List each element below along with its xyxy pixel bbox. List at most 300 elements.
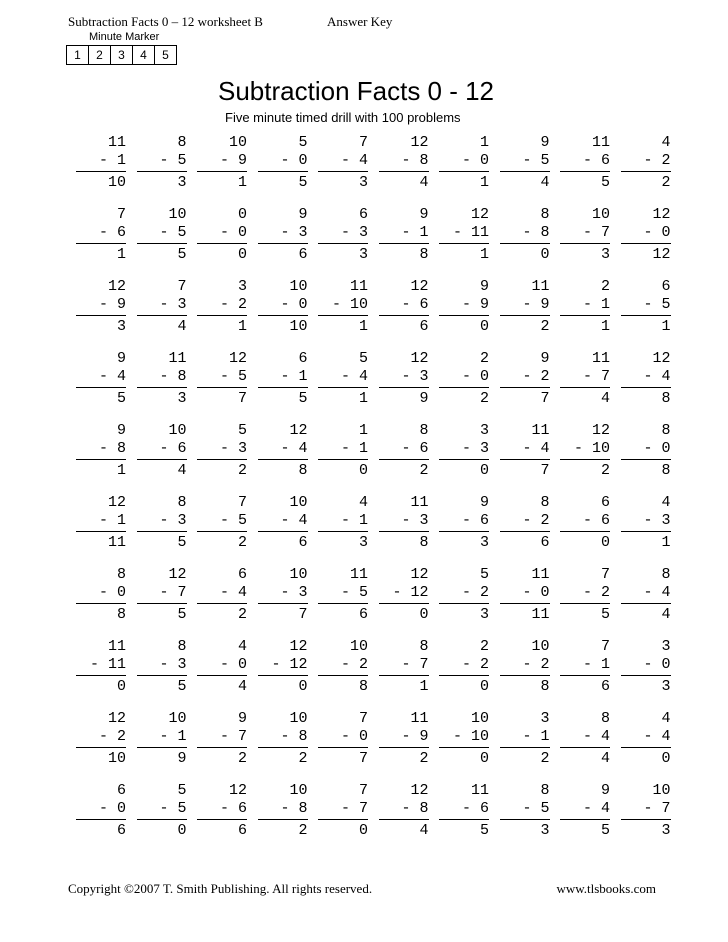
- subtrahend: - 1: [98, 152, 126, 169]
- problem: [486, 134, 550, 194]
- subtrahend: - 0: [643, 440, 671, 457]
- subtrahend: - 2: [522, 368, 550, 385]
- answer-rule: [197, 747, 247, 748]
- problem: [62, 566, 126, 626]
- problem: [123, 710, 187, 770]
- problem: [486, 494, 550, 554]
- answer-rule: [560, 819, 610, 820]
- minuend: 10: [289, 278, 308, 295]
- subtrahend: - 6: [582, 512, 610, 529]
- difference: 0: [419, 606, 429, 623]
- subtrahend: - 9: [98, 296, 126, 313]
- minuend: 3: [661, 638, 671, 655]
- answer-rule: [137, 387, 187, 388]
- problem: [183, 206, 247, 266]
- answer-rule: [258, 603, 308, 604]
- answer-rule: [560, 747, 610, 748]
- subtrahend: - 8: [401, 800, 429, 817]
- answer-rule: [621, 747, 671, 748]
- problem: [183, 278, 247, 338]
- problem: [607, 638, 671, 698]
- difference: 0: [116, 678, 126, 695]
- answer-rule: [500, 531, 550, 532]
- subtrahend: - 12: [271, 656, 308, 673]
- minuend: 2: [479, 350, 489, 367]
- difference: 2: [419, 462, 429, 479]
- subtrahend: - 1: [582, 296, 610, 313]
- problem: [304, 782, 368, 842]
- minuend: 10: [349, 638, 368, 655]
- minuend: 10: [289, 710, 308, 727]
- subtrahend: - 0: [340, 728, 368, 745]
- subtrahend: - 8: [98, 440, 126, 457]
- problem: [365, 134, 429, 194]
- subtrahend: - 0: [98, 800, 126, 817]
- minuend: 11: [531, 278, 550, 295]
- answer-rule: [137, 819, 187, 820]
- minuend: 11: [107, 638, 126, 655]
- answer-rule: [318, 819, 368, 820]
- problem: [244, 206, 308, 266]
- problem: [607, 566, 671, 626]
- subtrahend: - 7: [582, 368, 610, 385]
- minuend: 12: [591, 422, 610, 439]
- problem: [244, 494, 308, 554]
- problem: [304, 278, 368, 338]
- minuend: 11: [107, 134, 126, 151]
- difference: 6: [600, 678, 610, 695]
- subtrahend: - 1: [98, 512, 126, 529]
- subtrahend: - 8: [280, 728, 308, 745]
- problem: [304, 206, 368, 266]
- subtrahend: - 6: [401, 296, 429, 313]
- problem: [607, 710, 671, 770]
- problem: [425, 206, 489, 266]
- minuend: 6: [358, 206, 368, 223]
- subtrahend: - 0: [98, 584, 126, 601]
- answer-rule: [76, 243, 126, 244]
- problem: [183, 134, 247, 194]
- difference: 1: [237, 174, 247, 191]
- minuend: 10: [652, 782, 671, 799]
- difference: 4: [237, 678, 247, 695]
- minuend: 5: [479, 566, 489, 583]
- difference: 1: [419, 678, 429, 695]
- difference: 0: [479, 462, 489, 479]
- answer-rule: [621, 819, 671, 820]
- subtrahend: - 3: [159, 656, 187, 673]
- difference: 7: [298, 606, 308, 623]
- difference: 3: [116, 318, 126, 335]
- subtrahend: - 1: [522, 728, 550, 745]
- difference: 5: [177, 246, 187, 263]
- difference: 5: [298, 390, 308, 407]
- subtrahend: - 0: [219, 224, 247, 241]
- minute-marker: [66, 45, 177, 65]
- problem: [425, 566, 489, 626]
- minuend: 6: [237, 566, 247, 583]
- problem: [304, 710, 368, 770]
- difference: 3: [600, 246, 610, 263]
- problem: [607, 782, 671, 842]
- difference: 8: [116, 606, 126, 623]
- problem: [486, 206, 550, 266]
- problem: [546, 638, 610, 698]
- minuend: 7: [177, 278, 187, 295]
- subtrahend: - 0: [643, 224, 671, 241]
- problem: [304, 134, 368, 194]
- difference: 0: [358, 822, 368, 839]
- minuend: 6: [661, 278, 671, 295]
- difference: 0: [600, 534, 610, 551]
- answer-rule: [621, 531, 671, 532]
- minuend: 12: [410, 782, 429, 799]
- problem: [546, 134, 610, 194]
- problem: [304, 566, 368, 626]
- subtrahend: - 6: [582, 152, 610, 169]
- problem: [607, 350, 671, 410]
- subtrahend: - 3: [159, 512, 187, 529]
- subtrahend: - 4: [98, 368, 126, 385]
- answer-rule: [621, 387, 671, 388]
- minuend: 11: [410, 494, 429, 511]
- difference: 9: [419, 390, 429, 407]
- problem: [425, 134, 489, 194]
- subtrahend: - 8: [159, 368, 187, 385]
- problem: [62, 422, 126, 482]
- answer-rule: [560, 315, 610, 316]
- answer-rule: [500, 819, 550, 820]
- answer-rule: [621, 459, 671, 460]
- difference: 7: [540, 462, 550, 479]
- answer-rule: [560, 387, 610, 388]
- subtrahend: - 1: [340, 440, 368, 457]
- minuend: 2: [479, 638, 489, 655]
- difference: 2: [479, 390, 489, 407]
- answer-rule: [379, 387, 429, 388]
- minuend: 11: [531, 566, 550, 583]
- minuend: 7: [116, 206, 126, 223]
- problem: [123, 350, 187, 410]
- answer-rule: [439, 747, 489, 748]
- problem: [365, 782, 429, 842]
- answer-rule: [258, 387, 308, 388]
- problem: [183, 638, 247, 698]
- answer-rule: [258, 171, 308, 172]
- subtrahend: - 2: [643, 152, 671, 169]
- minuend: 8: [540, 782, 550, 799]
- problem: [607, 494, 671, 554]
- answer-rule: [318, 747, 368, 748]
- answer-rule: [137, 603, 187, 604]
- difference: 0: [479, 678, 489, 695]
- minuend: 7: [358, 710, 368, 727]
- subtrahend: - 8: [401, 152, 429, 169]
- subtrahend: - 6: [159, 440, 187, 457]
- problem: [304, 350, 368, 410]
- problem: [244, 566, 308, 626]
- minuend: 9: [479, 494, 489, 511]
- answer-rule: [76, 387, 126, 388]
- minuend: 10: [591, 206, 610, 223]
- minuend: 8: [177, 494, 187, 511]
- minuend: 3: [237, 278, 247, 295]
- answer-rule: [439, 675, 489, 676]
- subtrahend: - 11: [452, 224, 489, 241]
- subtrahend: - 1: [159, 728, 187, 745]
- difference: 2: [237, 462, 247, 479]
- subtrahend: - 8: [280, 800, 308, 817]
- minute-marker-cell: 4: [133, 46, 155, 64]
- subtrahend: - 5: [643, 296, 671, 313]
- minuend: 11: [168, 350, 187, 367]
- answer-rule: [379, 747, 429, 748]
- minuend: 10: [470, 710, 489, 727]
- answer-rule: [439, 315, 489, 316]
- minuend: 8: [540, 206, 550, 223]
- minuend: 5: [358, 350, 368, 367]
- minuend: 4: [237, 638, 247, 655]
- minuend: 6: [600, 494, 610, 511]
- problem: [425, 422, 489, 482]
- problem: [546, 422, 610, 482]
- subtrahend: - 0: [461, 368, 489, 385]
- problem: [62, 278, 126, 338]
- problem: [62, 350, 126, 410]
- minuend: 12: [410, 566, 429, 583]
- difference: 1: [116, 462, 126, 479]
- minuend: 0: [237, 206, 247, 223]
- problem: [244, 134, 308, 194]
- minuend: 1: [479, 134, 489, 151]
- difference: 4: [419, 822, 429, 839]
- answer-rule: [197, 531, 247, 532]
- minuend: 10: [531, 638, 550, 655]
- minuend: 3: [540, 710, 550, 727]
- difference: 7: [358, 750, 368, 767]
- problem: [365, 278, 429, 338]
- difference: 6: [419, 318, 429, 335]
- problem: [244, 278, 308, 338]
- answer-rule: [197, 819, 247, 820]
- answer-rule: [500, 603, 550, 604]
- difference: 11: [107, 534, 126, 551]
- problem: [486, 638, 550, 698]
- minuend: 10: [168, 206, 187, 223]
- difference: 6: [298, 246, 308, 263]
- difference: 4: [419, 174, 429, 191]
- minuend: 1: [358, 422, 368, 439]
- subtrahend: - 2: [522, 656, 550, 673]
- difference: 2: [237, 606, 247, 623]
- difference: 3: [177, 390, 187, 407]
- difference: 6: [298, 534, 308, 551]
- minuend: 10: [289, 566, 308, 583]
- subtrahend: - 5: [159, 224, 187, 241]
- subtrahend: - 4: [643, 728, 671, 745]
- problem: [244, 782, 308, 842]
- problem: [62, 206, 126, 266]
- answer-rule: [318, 387, 368, 388]
- answer-rule: [500, 243, 550, 244]
- answer-rule: [379, 243, 429, 244]
- page-title: Subtraction Facts 0 - 12: [218, 76, 495, 106]
- answer-rule: [500, 315, 550, 316]
- minute-marker-cell: 2: [89, 46, 111, 64]
- minuend: 12: [107, 278, 126, 295]
- difference: 3: [661, 678, 671, 695]
- minuend: 11: [349, 278, 368, 295]
- answer-rule: [500, 387, 550, 388]
- subtrahend: - 4: [340, 152, 368, 169]
- problem: [425, 710, 489, 770]
- difference: 0: [661, 750, 671, 767]
- minuend: 11: [591, 134, 610, 151]
- minuend: 5: [298, 134, 308, 151]
- minuend: 9: [479, 278, 489, 295]
- minuend: 5: [237, 422, 247, 439]
- answer-rule: [318, 459, 368, 460]
- difference: 4: [661, 606, 671, 623]
- minuend: 9: [237, 710, 247, 727]
- problem: [546, 350, 610, 410]
- difference: 5: [600, 606, 610, 623]
- answer-rule: [379, 315, 429, 316]
- minuend: 9: [116, 422, 126, 439]
- difference: 2: [600, 462, 610, 479]
- answer-rule: [318, 171, 368, 172]
- subtrahend: - 4: [340, 368, 368, 385]
- difference: 8: [358, 678, 368, 695]
- minute-marker-cell: 5: [162, 48, 169, 62]
- difference: 1: [600, 318, 610, 335]
- subtrahend: - 4: [582, 800, 610, 817]
- problem: [183, 494, 247, 554]
- minuend: 11: [410, 710, 429, 727]
- difference: 6: [540, 534, 550, 551]
- difference: 2: [298, 822, 308, 839]
- answer-rule: [76, 675, 126, 676]
- answer-rule: [621, 675, 671, 676]
- problem: [304, 638, 368, 698]
- minuend: 9: [298, 206, 308, 223]
- difference: 5: [298, 174, 308, 191]
- copyright-notice: Copyright ©2007 T. Smith Publishing. All rights reserved.: [68, 881, 373, 896]
- problem: [123, 566, 187, 626]
- minuend: 3: [479, 422, 489, 439]
- difference: 10: [289, 318, 308, 335]
- answer-rule: [258, 819, 308, 820]
- problem: [183, 350, 247, 410]
- problem: [183, 782, 247, 842]
- subtrahend: - 4: [582, 728, 610, 745]
- difference: 1: [661, 318, 671, 335]
- subtrahend: - 9: [461, 296, 489, 313]
- subtrahend: - 2: [219, 296, 247, 313]
- answer-rule: [318, 315, 368, 316]
- answer-rule: [197, 171, 247, 172]
- minuend: 12: [107, 710, 126, 727]
- problem: [62, 710, 126, 770]
- difference: 0: [177, 822, 187, 839]
- minuend: 8: [540, 494, 550, 511]
- answer-rule: [137, 531, 187, 532]
- answer-rule: [439, 243, 489, 244]
- subtrahend: - 1: [582, 656, 610, 673]
- answer-rule: [500, 747, 550, 748]
- difference: 2: [540, 318, 550, 335]
- minuend: 6: [116, 782, 126, 799]
- difference: 3: [540, 822, 550, 839]
- difference: 3: [358, 534, 368, 551]
- answer-rule: [258, 459, 308, 460]
- difference: 5: [116, 390, 126, 407]
- problem: [365, 638, 429, 698]
- difference: 1: [479, 246, 489, 263]
- problem: [123, 206, 187, 266]
- difference: 10: [107, 750, 126, 767]
- minuend: 9: [600, 782, 610, 799]
- problem: [365, 494, 429, 554]
- problem: [365, 566, 429, 626]
- minuend: 12: [168, 566, 187, 583]
- subtrahend: - 3: [219, 440, 247, 457]
- difference: 2: [419, 750, 429, 767]
- answer-rule: [560, 459, 610, 460]
- difference: 1: [358, 318, 368, 335]
- answer-rule: [439, 819, 489, 820]
- difference: 1: [237, 318, 247, 335]
- subtrahend: - 3: [643, 512, 671, 529]
- difference: 11: [531, 606, 550, 623]
- difference: 5: [177, 678, 187, 695]
- answer-rule: [137, 459, 187, 460]
- answer-rule: [318, 675, 368, 676]
- minuend: 12: [107, 494, 126, 511]
- problem: [425, 638, 489, 698]
- answer-key-label: Answer Key: [327, 14, 393, 29]
- minuend: 12: [410, 134, 429, 151]
- minuend: 8: [419, 422, 429, 439]
- difference: 6: [358, 606, 368, 623]
- minuend: 5: [177, 782, 187, 799]
- problem: [365, 206, 429, 266]
- answer-rule: [258, 315, 308, 316]
- subtrahend: - 0: [522, 584, 550, 601]
- minuend: 7: [358, 782, 368, 799]
- difference: 1: [358, 390, 368, 407]
- subtrahend: - 3: [280, 584, 308, 601]
- difference: 8: [419, 246, 429, 263]
- problem: [123, 422, 187, 482]
- answer-rule: [379, 603, 429, 604]
- problem: [123, 278, 187, 338]
- subtrahend: - 6: [461, 800, 489, 817]
- subtrahend: - 5: [159, 800, 187, 817]
- minuend: 12: [289, 638, 308, 655]
- difference: 3: [479, 606, 489, 623]
- problem: [123, 494, 187, 554]
- minuend: 8: [661, 566, 671, 583]
- problem: [425, 494, 489, 554]
- minuend: 12: [410, 350, 429, 367]
- answer-rule: [621, 315, 671, 316]
- difference: 4: [177, 318, 187, 335]
- minuend: 11: [349, 566, 368, 583]
- difference: 7: [540, 390, 550, 407]
- subtrahend: - 3: [340, 224, 368, 241]
- difference: 2: [237, 750, 247, 767]
